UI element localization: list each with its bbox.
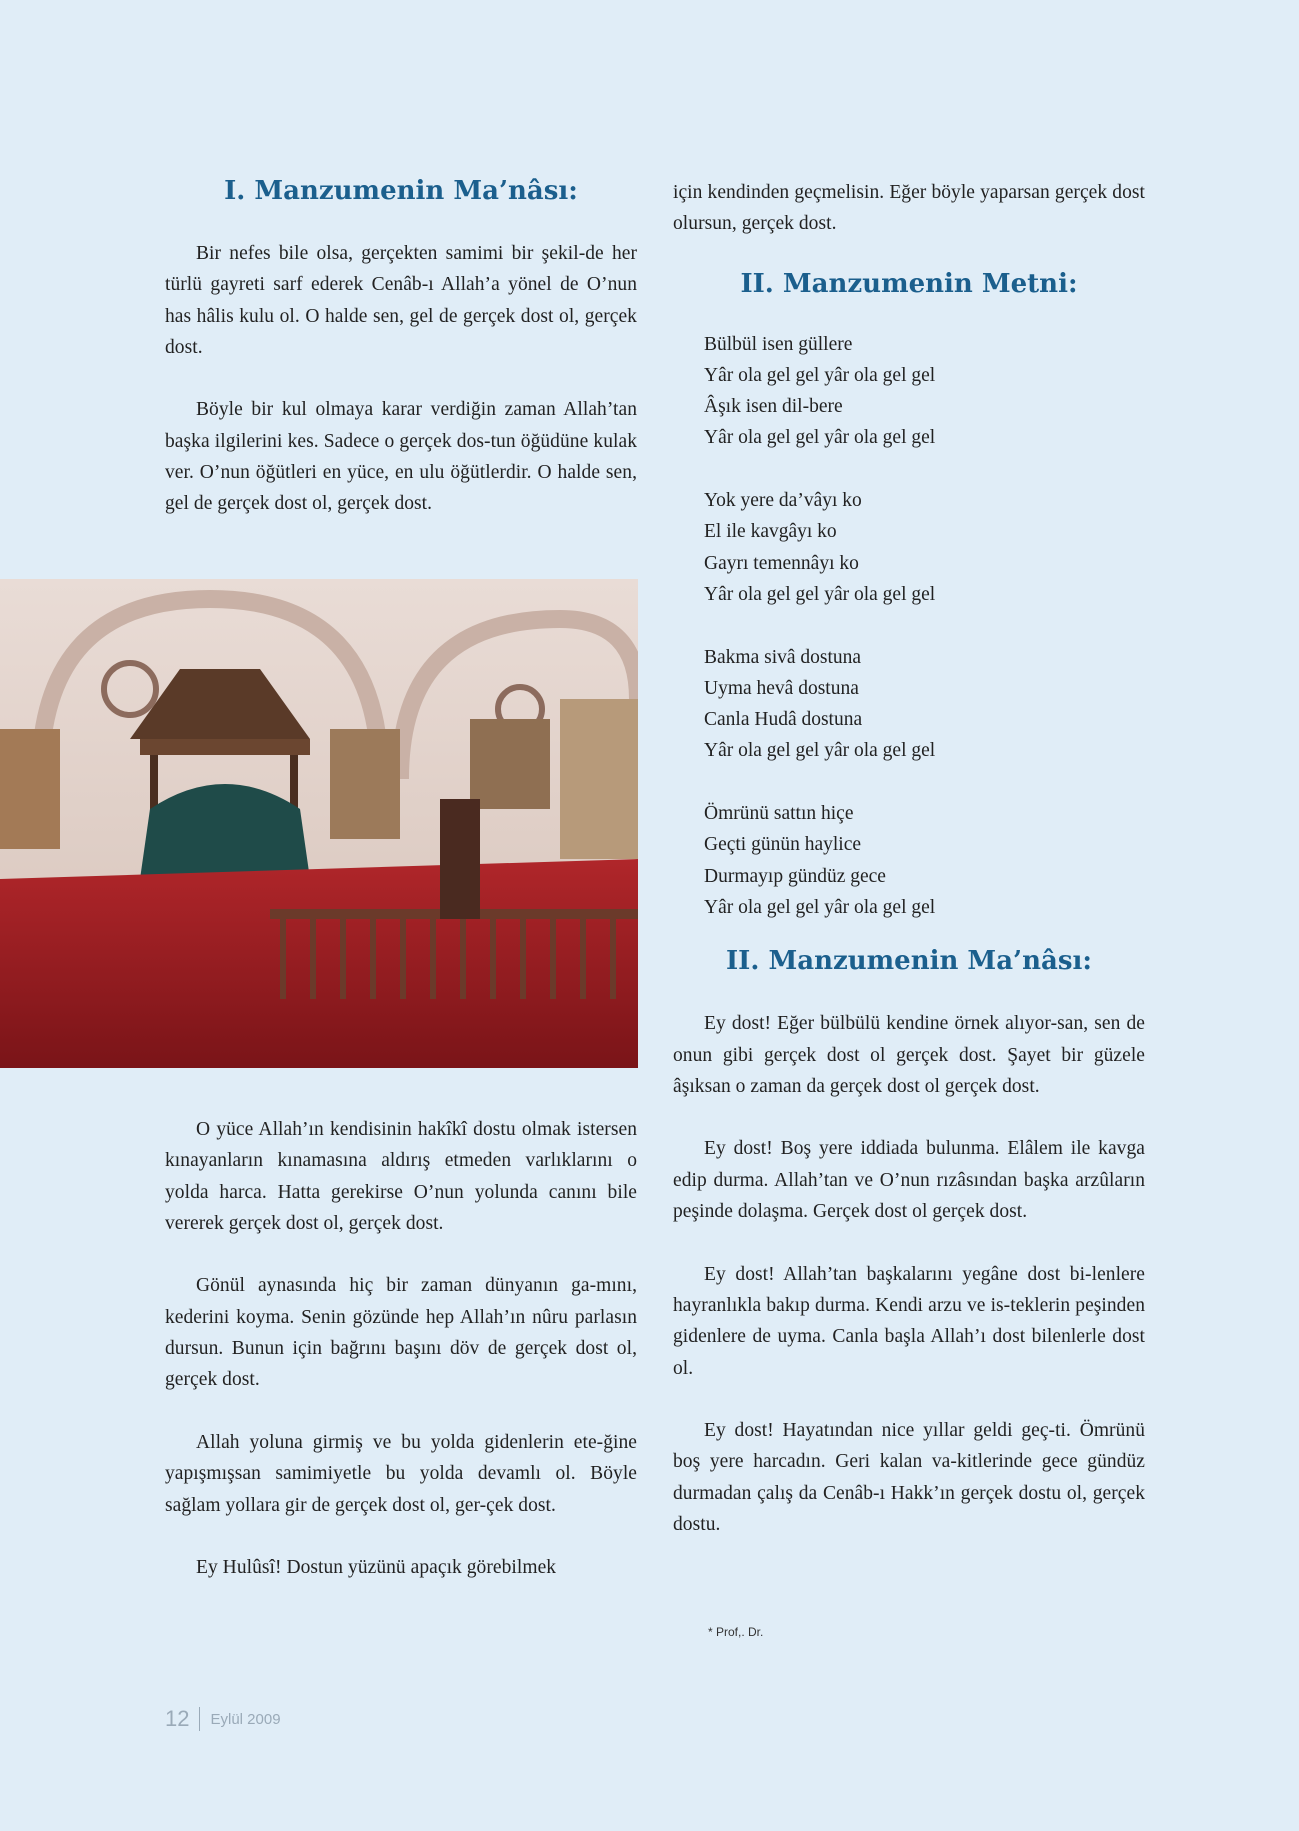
paragraph: Ey dost! Eğer bülbülü kendine örnek alıyor-san, sen de onun gibi gerçek dost ol gerçek dost. Şayet bir güzele âşıksan o zaman da gerçek dost ol gerçek dost. [673, 1013, 1145, 1097]
paragraph: Allah yoluna girmiş ve bu yolda gidenlerin ete-ğine yapışmışsan samimiyetle bu yolda devamlı ol. Böyle sağlam yollara gir de gerçek dost ol, ger-çek dost. [165, 1431, 637, 1516]
poem-line: Uyma hevâ dostuna [704, 677, 859, 699]
poem-line: Bülbül isen güllere [704, 333, 853, 355]
page-footer [165, 1706, 281, 1732]
issue-date: Eylül 2009 [210, 1710, 281, 1728]
footnote: * Prof,. Dr. [708, 1625, 764, 1639]
paragraph: O yüce Allah’ın kendisinin hakîkî dostu olmak istersen kınayanların kınamasına aldırış etmeden varlıklarını o yolda harca. Hatta gerekirse O’nun yolunda canını bile vererek gerçek dost ol, gerçek dost. [165, 1119, 637, 1234]
mosque-interior-photo [0, 579, 638, 1068]
poem-line: Yâr ola gel gel yâr ola gel gel [704, 583, 936, 605]
poem-line: Canla Hudâ dostuna [704, 709, 863, 731]
poem-line: Yâr ola gel gel yâr ola gel gel [704, 896, 936, 918]
poem-line: Durmayıp gündüz gece [704, 865, 886, 887]
poem-stanza [704, 485, 1145, 610]
poem-line: Gayrı temennâyı ko [704, 552, 859, 574]
paragraph: Bir nefes bile olsa, gerçekten samimi bir şekil-de her türlü gayreti sarf ederek Cenâb-ı Allah’a yönel de O’nun has hâlis kulu ol. O halde sen, gel de gerçek dost ol, gerçek dost. [165, 243, 637, 358]
paragraph: Ey Hulûsî! Dostun yüzünü apaçık görebilmek [196, 1557, 557, 1579]
poem-line: Yok yere da’vâyı ko [704, 490, 862, 512]
poem-stanza [704, 329, 1145, 454]
poem-stanza [704, 798, 1145, 923]
section-heading-meaning-2: II. Manzumenin Ma’nâsı: [726, 946, 1092, 977]
paragraph: Ey dost! Hayatından nice yıllar geldi geç-ti. Ömrünü boş yere harcadın. Geri kalan va-kitlerinde gece gündüz durmadan çalış da Cenâb-ı Hakk’ın gerçek dostu ol, gerçek dostu. [673, 1420, 1145, 1535]
paragraph: Gönül aynasında hiç bir zaman dünyanın ga-mını, kederini koyma. Senin gözünde hep Allah’ın nûru parlasın dursun. Bunun için bağrını başını döv de gerçek dost ol, gerçek dost. [165, 1275, 637, 1391]
poem-stanza [704, 642, 1145, 767]
paragraph: Ey dost! Boş yere iddiada bulunma. Elâlem ile kavga edip durma. Allah’tan ve O’nun rızâsından başka arzûların peşinde dolaşma. Gerçek dost ol gerçek dost. [673, 1138, 1145, 1223]
poem-line: Yâr ola gel gel yâr ola gel gel [704, 740, 936, 762]
poem-line: Ömrünü sattın hiçe [704, 803, 854, 825]
section-heading-text: II. Manzumenin Metni: [740, 268, 1078, 299]
paragraph: Böyle bir kul olmaya karar verdiğin zaman Allah’tan başka ilgilerini kes. Sadece o gerçek dos-tun öğüdüne kulak ver. O’nun öğütleri en yüce, en ulu öğütlerdir. O halde sen, gel de gerçek dost ol, gerçek dost. [165, 399, 637, 515]
poem-line: Yâr ola gel gel yâr ola gel gel [704, 427, 936, 449]
poem [673, 329, 1145, 924]
poem-line: Âşık isen dil-bere [704, 396, 843, 418]
footer-divider [199, 1707, 200, 1731]
paragraph-continuation: için kendinden geçmelisin. Eğer böyle yaparsan gerçek dost olursun, gerçek dost. [673, 182, 1145, 235]
section-heading-meaning-1: I. Manzumenin Ma’nâsı: [224, 176, 578, 206]
page-number: 12 [165, 1706, 190, 1731]
paragraph: Ey dost! Allah’tan başkalarını yegâne dost bi-lenlere hayranlıkla bakıp durma. Kendi arzu ve is-teklerin peşinden gidenlere de uyma. Canla başla Allah’ı dost bilenlerle dost ol. [673, 1263, 1145, 1379]
poem-line: Yâr ola gel gel yâr ola gel gel [704, 364, 936, 386]
right-column [673, 177, 1145, 1540]
poem-line: Bakma sivâ dostuna [704, 646, 862, 668]
left-column-top [165, 175, 637, 520]
left-column-bottom [165, 1114, 637, 1583]
poem-line: El ile kavgâyı ko [704, 521, 837, 543]
poem-line: Geçti günün haylice [704, 834, 862, 856]
